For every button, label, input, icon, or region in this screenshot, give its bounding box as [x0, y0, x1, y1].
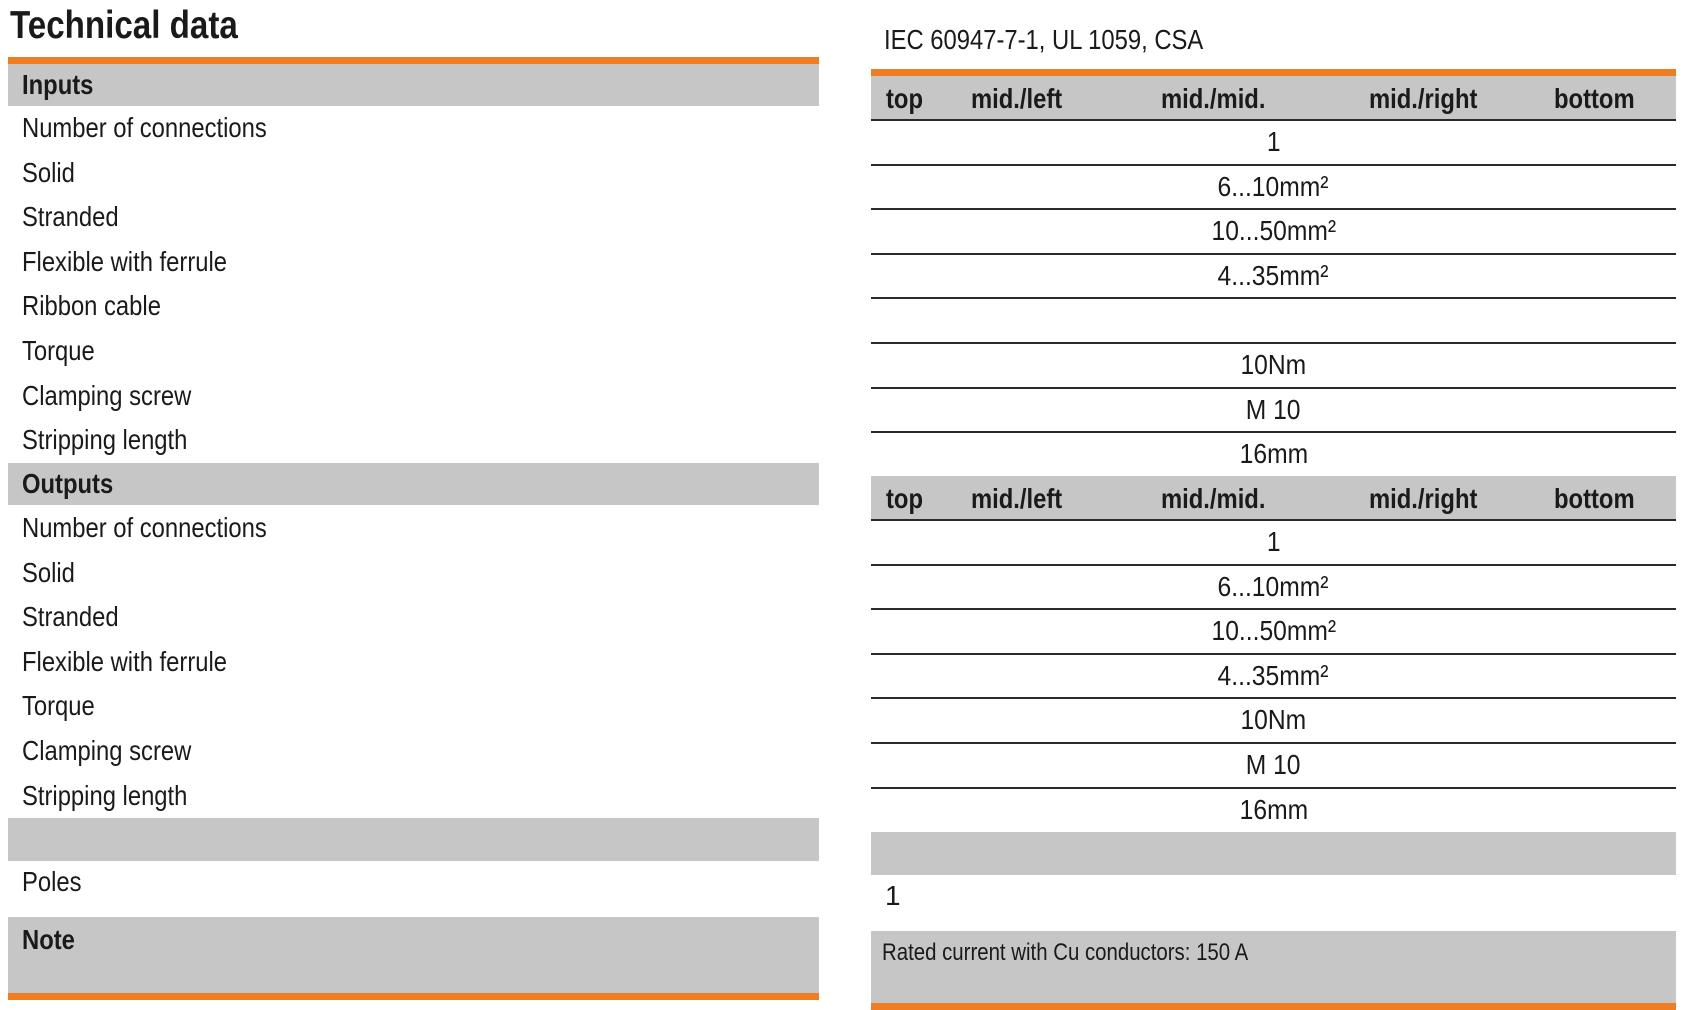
row-value [871, 660, 1676, 692]
row-label: Flexible with ferrule [22, 245, 228, 277]
row-value-text: 1 [1266, 526, 1281, 557]
accent-rule [8, 57, 819, 64]
row-divider [871, 742, 1676, 744]
outputs-section-title: Outputs [22, 468, 114, 499]
poles-label: Poles [22, 866, 82, 897]
note-title: Note [22, 924, 75, 955]
row-divider [871, 164, 1676, 166]
row-divider [871, 431, 1676, 433]
note-section [8, 917, 819, 993]
inputs-section-title: Inputs [22, 69, 94, 100]
row-divider [871, 342, 1676, 344]
col-mid-right: mid./right [1369, 83, 1478, 114]
row-label: Stripping length [22, 424, 188, 456]
row-value-text: 10Nm [1240, 349, 1307, 380]
row-divider [871, 519, 1676, 521]
general-section-header [8, 818, 819, 861]
row-label: Number of connections [22, 112, 267, 143]
row-divider [871, 787, 1676, 789]
row-value-text: 6...10mm² [1218, 570, 1329, 602]
row-value-text: M 10 [1246, 749, 1301, 780]
row-value [871, 304, 1676, 336]
row-value-text: 6...10mm² [1218, 170, 1329, 202]
row-value [871, 794, 1676, 826]
row-value-text: 1 [1266, 126, 1281, 157]
row-label: Stranded [22, 201, 119, 233]
row-value [871, 126, 1676, 158]
row-label: Solid [22, 556, 75, 588]
row-value [871, 749, 1676, 781]
row-value-text: 16mm [1239, 793, 1308, 825]
col-mid-left: mid./left [971, 483, 1063, 514]
row-value-text: 10Nm [1240, 704, 1307, 736]
row-value [871, 438, 1676, 470]
row-label: Number of connections [22, 512, 267, 543]
row-label: Ribbon cable [22, 290, 161, 322]
inputs-column-header [871, 76, 1676, 120]
col-bottom: bottom [1554, 83, 1635, 114]
col-mid-mid: mid./mid. [1161, 483, 1266, 514]
row-value-text: 4...35mm² [1218, 659, 1329, 691]
col-bottom: bottom [1554, 483, 1635, 514]
row-value [871, 349, 1676, 381]
row-divider [871, 387, 1676, 389]
row-divider [871, 608, 1676, 610]
accent-rule-bottom [871, 1003, 1676, 1010]
col-top: top [886, 483, 924, 514]
row-value-text: 4...35mm² [1218, 259, 1329, 291]
row-divider [871, 653, 1676, 655]
row-value [871, 704, 1676, 736]
row-label: Torque [22, 690, 95, 722]
row-value-text: 16mm [1239, 438, 1308, 470]
row-label: Clamping screw [22, 735, 192, 766]
col-mid-left: mid./left [971, 83, 1063, 114]
row-label: Stripping length [22, 779, 188, 811]
row-label: Torque [22, 335, 95, 366]
row-value [871, 171, 1676, 203]
col-mid-right: mid./right [1369, 483, 1478, 514]
row-label: Clamping screw [22, 379, 192, 411]
poles-value: 1 [885, 880, 901, 911]
general-value-header [871, 832, 1676, 875]
page-title: Technical data [10, 4, 238, 47]
row-label: Solid [22, 156, 75, 188]
row-divider [871, 297, 1676, 299]
row-label: Stranded [22, 601, 119, 633]
row-divider [871, 564, 1676, 566]
row-divider [871, 119, 1676, 121]
row-divider [871, 697, 1676, 699]
row-divider [871, 253, 1676, 255]
col-top: top [886, 83, 924, 114]
row-value-text: 10...50mm² [1211, 615, 1336, 647]
row-value [871, 260, 1676, 292]
note-text: Rated current with Cu conductors: 150 A [882, 939, 1249, 966]
col-mid-mid: mid./mid. [1161, 83, 1266, 114]
row-value-text: 10...50mm² [1211, 215, 1336, 247]
accent-rule-bottom [8, 993, 819, 1000]
row-value [871, 215, 1676, 247]
note-box [871, 931, 1676, 1007]
standards-text: IEC 60947-7-1, UL 1059, CSA [884, 24, 1204, 55]
accent-rule [871, 69, 1676, 76]
row-value [871, 526, 1676, 558]
outputs-section-header [8, 463, 819, 505]
row-value [871, 394, 1676, 426]
outputs-column-header [871, 476, 1676, 520]
row-label: Flexible with ferrule [22, 645, 228, 677]
row-divider [871, 208, 1676, 210]
inputs-section-header [8, 64, 819, 106]
row-value [871, 571, 1676, 603]
row-value-text: M 10 [1246, 393, 1301, 425]
row-value [871, 615, 1676, 647]
